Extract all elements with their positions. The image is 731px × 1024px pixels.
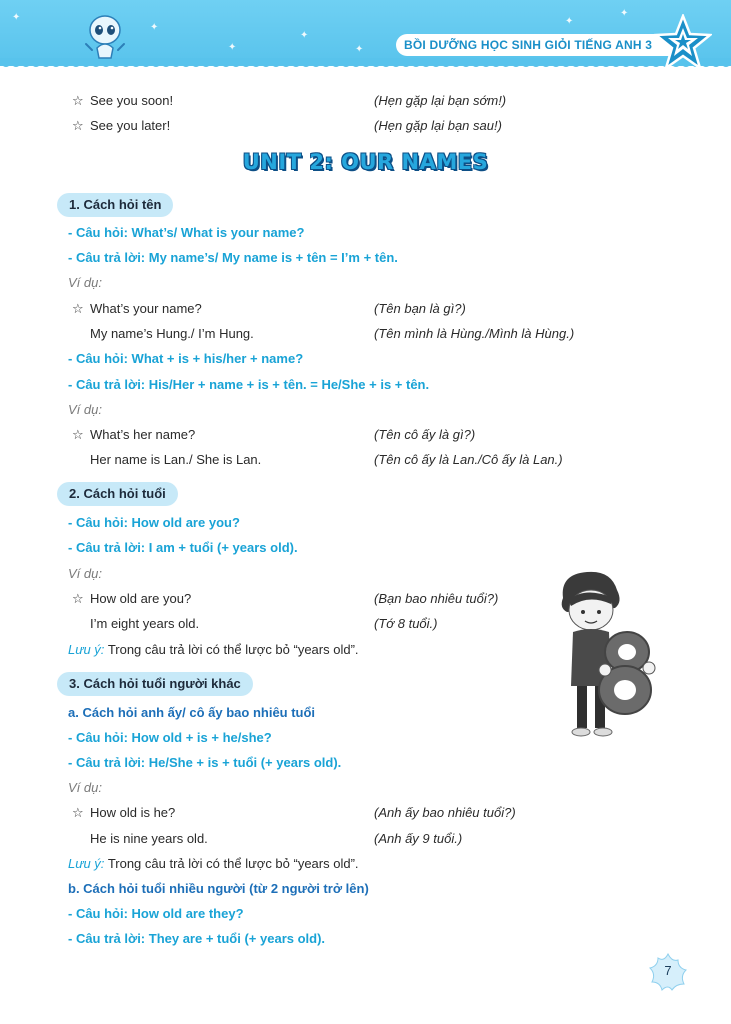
example-en: My name’s Hung./ I’m Hung. [90,326,254,341]
star-badge-icon [654,14,712,72]
sparkle-icon: ✦ [12,12,21,23]
note-label: Lưu ý: [68,856,105,871]
note-text: Trong câu trả lời có thể lược bỏ “years old”. [104,856,359,871]
example-vi: (Tên mình là Hùng./Mình là Hùng.) [374,326,575,341]
example-vi: (Bạn bao nhiêu tuổi?) [374,591,499,606]
rule-question: - Câu hỏi: How old are you? [68,515,240,530]
note [68,856,359,872]
example-vi: (Tớ 8 tuổi.) [374,616,438,631]
rule-answer: - Câu trả lời: I am + tuổi (+ years old). [68,540,298,555]
example-en: What’s your name? [90,301,202,316]
rule-answer: - Câu trả lời: They are + tuổi (+ years old). [68,931,326,946]
sparkle-icon: ✦ [355,44,364,55]
star-bullet-icon: ☆ [72,301,84,316]
example-vi: (Anh ấy bao nhiêu tuổi?) [374,805,516,820]
note-text: Trong câu trả lời có thể lược bỏ “years old”. [104,642,359,657]
example-en: How old are you? [90,591,192,606]
rule-answer: - Câu trả lời: His/Her + name + is + tên. = He/She + is + tên. [68,377,430,392]
example-label: Ví dụ: [68,780,102,795]
example-vi: (Tên cô ấy là gì?) [374,427,476,442]
rule-answer: - Câu trả lời: He/She + is + tuổi (+ years old). [68,755,342,770]
note-label: Lưu ý: [68,642,105,657]
section-heading-3: 3. Cách hỏi tuổi người khác [57,672,253,696]
sub-heading-b: b. Cách hỏi tuổi nhiều người (từ 2 người trở lên) [68,881,369,896]
example-en: What’s her name? [90,427,196,442]
example-en: Her name is Lan./ She is Lan. [90,452,262,467]
page-number: 7 [664,963,672,978]
rule-question: - Câu hỏi: How old + is + he/she? [68,730,272,745]
sparkle-icon: ✦ [300,30,309,41]
example-label: Ví dụ: [68,402,102,417]
example-en: How old is he? [90,805,176,820]
rule-answer: - Câu trả lời: My name’s/ My name is + tên = I’m + tên. [68,250,398,265]
rule-question: - Câu hỏi: What’s/ What is your name? [68,225,305,240]
star-bullet-icon: ☆ [72,93,84,108]
alien-mascot-icon [80,10,130,62]
intro-vi-2: (Hẹn gặp lại bạn sau!) [374,118,502,133]
example-vi: (Anh ấy 9 tuổi.) [374,831,463,846]
star-bullet-icon: ☆ [72,591,84,606]
example-vi: (Tên cô ấy là Lan./Cô ấy là Lan.) [374,452,563,467]
header-title: BỒI DƯỠNG HỌC SINH GIỎI TIẾNG ANH 3 [396,34,674,56]
example-en: He is nine years old. [90,831,208,846]
intro-vi-1: (Hẹn gặp lại bạn sớm!) [374,93,507,108]
star-bullet-icon: ☆ [72,805,84,820]
rule-question: - Câu hỏi: What + is + his/her + name? [68,351,304,366]
sparkle-icon: ✦ [620,8,629,19]
section-heading-2: 2. Cách hỏi tuổi [57,482,178,506]
star-bullet-icon: ☆ [72,118,84,133]
intro-en-2: See you later! [90,118,171,133]
example-label: Ví dụ: [68,275,102,290]
star-bullet-icon: ☆ [72,427,84,442]
sparkle-icon: ✦ [565,16,574,27]
sparkle-icon: ✦ [228,42,237,53]
example-label: Ví dụ: [68,566,102,581]
section-heading-1: 1. Cách hỏi tên [57,193,173,217]
note [68,642,359,658]
unit-title: UNIT 2: OUR NAMES [242,150,489,174]
sub-heading-a: a. Cách hỏi anh ấy/ cô ấy bao nhiêu tuổi [68,705,316,720]
rule-question: - Câu hỏi: How old are they? [68,906,244,921]
example-vi: (Tên bạn là gì?) [374,301,466,316]
sparkle-icon: ✦ [150,22,159,33]
boy-holding-number-eight-illustration [545,568,665,746]
intro-en-1: See you soon! [90,93,174,108]
example-en: I’m eight years old. [90,616,200,631]
